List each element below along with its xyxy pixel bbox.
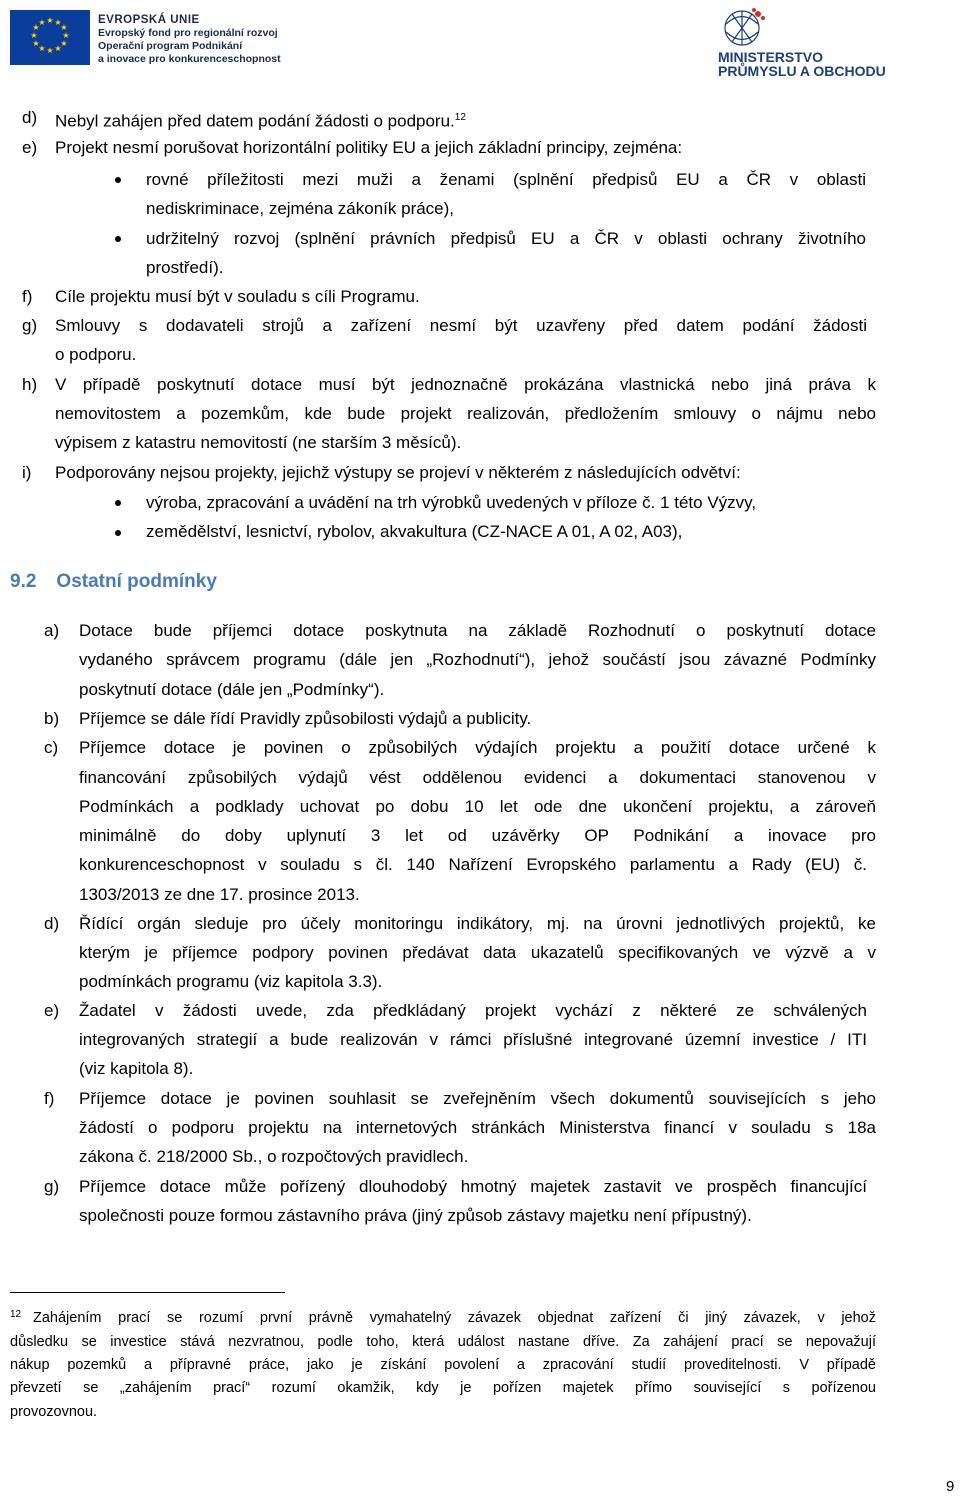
s2-c-line-5: konkurenceschopnost v souladu s čl. 140 Nařízení Evropského parlamentu a Rady (EU) č.	[79, 855, 867, 874]
item-g-line-2: o podporu.	[55, 345, 137, 364]
page-number: 9	[946, 1478, 955, 1495]
svg-text:★: ★	[46, 46, 54, 55]
s2-c-line-1: Příjemce dotace je povinen o způsobilých výdajích projektu a použití dotace určené k	[79, 738, 876, 757]
svg-text:★: ★	[38, 18, 46, 27]
svg-text:★: ★	[38, 44, 46, 53]
eu-header-text	[98, 14, 281, 66]
s2-f-label: f)	[44, 1089, 55, 1108]
bullet-icon	[115, 500, 121, 506]
eu-title: EVROPSKÁ UNIE	[98, 14, 200, 26]
s2-a-line-3: poskytnutí dotace (dále jen „Podmínky“).	[79, 680, 385, 699]
item-h-label: h)	[22, 375, 38, 394]
bullet-icon	[115, 530, 121, 536]
svg-text:★: ★	[60, 39, 68, 48]
ministry-line-2: PRŮMYSLU A OBCHODU	[718, 63, 886, 79]
item-d-label: d)	[22, 108, 38, 127]
section-title: Ostatní podmínky	[56, 571, 217, 592]
item-d-text: Nebyl zahájen před datem podání žádosti o podporu.$^{12}$	[55, 111, 466, 131]
svg-text:★: ★	[32, 23, 40, 32]
s2-a-label: a)	[44, 621, 60, 640]
s2-d-line-3: podmínkách programu (viz kapitola 3.3).	[79, 972, 383, 991]
s2-d-line-2: kterým je příjemce podpory povinen předávat data ukazatelů specifikovaných ve výzvě a v	[79, 943, 876, 962]
item-i-label: i)	[22, 463, 32, 482]
e-bullet-2-line-2: prostředí).	[146, 258, 224, 277]
s2-c-label: c)	[44, 738, 59, 757]
svg-text:★: ★	[54, 18, 62, 27]
item-e-label: e)	[22, 138, 38, 157]
svg-text:★: ★	[62, 31, 70, 40]
bullet-icon	[115, 236, 121, 242]
s2-c-line-6: 1303/2013 ze dne 17. prosince 2013.	[79, 885, 360, 904]
ministry-name	[718, 50, 886, 78]
item-i-text: Podporovány nejsou projekty, jejichž výstupy se projeví v některém z následujících odvětví:	[55, 463, 741, 482]
s2-e-line-1: Žadatel v žádosti uvede, zda předkládaný projekt vychází z některé ze schválených	[79, 1001, 867, 1020]
s2-b-label: b)	[44, 709, 60, 728]
item-h-line-3: výpisem z katastru nemovitostí (ne starším 3 měsíců).	[55, 433, 462, 452]
footnote-line-3: nákup pozemků a přípravné práce, jako je získání povolení a zpracování studií proveditelnosti. V případě	[10, 1357, 876, 1373]
item-h-line-2: nemovitostem a pozemkům, kde bude projekt realizován, předložením smlouvy o nájmu nebo	[55, 404, 876, 423]
section-heading	[10, 571, 217, 593]
s2-d-line-1: Řídící orgán sleduje pro účely monitoringu indikátory, mj. na úrovni jednotlivých projektů, ke	[79, 914, 876, 933]
s2-a-line-2: vydaného správcem programu (dále jen „Rozhodnutí“), jehož součástí jsou závazné Podmínky	[79, 650, 876, 669]
svg-text:★: ★	[60, 23, 68, 32]
footnote-number: 12	[10, 1309, 22, 1320]
s2-c-line-3: Podmínkách a podklady uchovat po dobu 10 let ode dne ukončení projektu, a zároveň	[79, 797, 876, 816]
svg-text:★: ★	[54, 44, 62, 53]
s2-a-line-1: Dotace bude příjemci dotace poskytnuta na základě Rozhodnutí o poskytnutí dotace	[79, 621, 876, 640]
footnote-divider	[10, 1292, 285, 1293]
s2-f-line-3: zákona č. 218/2000 Sb., o rozpočtových pravidlech.	[79, 1147, 469, 1166]
e-bullet-2-line-1: udržitelný rozvoj (splnění právních předpisů EU a ČR v oblasti ochrany životního	[146, 229, 866, 248]
svg-text:★: ★	[32, 39, 40, 48]
eu-programme: Operační program Podnikání	[98, 40, 243, 52]
footnote-line-2: důsledku se investice stává nezvratnou, podle toho, která událost nastane dříve. Za zahájení prací se nepovažují	[10, 1334, 876, 1350]
item-e-text: Projekt nesmí porušovat horizontální politiky EU a jejich základní principy, zejména:	[55, 138, 683, 157]
eu-flag-logo	[10, 10, 90, 65]
s2-f-line-1: Příjemce dotace je povinen souhlasit se zveřejněním všech dokumentů souvisejících s jeho	[79, 1089, 876, 1108]
eu-programme-2: a inovace pro konkurenceschopnost	[98, 53, 281, 65]
eu-fund: Evropský fond pro regionální rozvoj	[98, 27, 278, 39]
svg-text:★: ★	[30, 31, 38, 40]
s2-e-line-2: integrovaných strategií a bude realizován v rámci příslušné integrované územní investice / ITI	[79, 1030, 867, 1049]
s2-g-label: g)	[44, 1177, 60, 1196]
i-bullet-2: zemědělství, lesnictví, rybolov, akvakultura (CZ-NACE A 01, A 02, A03),	[146, 522, 683, 541]
section-number: 9.2	[10, 571, 37, 592]
ministry-line-1: MINISTERSTVO	[718, 49, 824, 65]
footnote-line-4: převzetí se „zahájením prací“ rozumí okamžik, kdy je pořízen majetek přímo související s pořízenou	[10, 1380, 876, 1396]
s2-e-label: e)	[44, 1001, 60, 1020]
s2-f-line-2: žádostí o podporu projektu na internetových stránkách Ministerstva financí v souladu s 18a	[79, 1118, 876, 1137]
svg-text:★: ★	[46, 16, 54, 25]
s2-g-line-2: společnosti pouze formou zástavního práva (jiný způsob zástavy majetku není přípustný).	[79, 1206, 752, 1225]
footnote-line-1: Zahájením prací se rozumí první právně vymahatelný závazek objednat zařízení či jiný závazek, v jehož	[33, 1310, 876, 1326]
item-g-line-1: Smlouvy s dodavateli strojů a zařízení nesmí být uzavřeny před datem podání žádosti	[55, 316, 867, 335]
s2-b-line-1: Příjemce se dále řídí Pravidly způsobilosti výdajů a publicity.	[79, 709, 532, 728]
s2-c-line-2: financování způsobilých výdajů vést oddělenou evidenci a dokumentaci stanovenou v	[79, 768, 876, 787]
footnote-ref[interactable]: 12	[454, 112, 466, 123]
s2-g-line-1: Příjemce dotace může pořízený dlouhodobý hmotný majetek zastavit ve prospěch financující	[79, 1177, 867, 1196]
i-bullet-1: výroba, zpracování a uvádění na trh výrobků uvedených v příloze č. 1 této Výzvy,	[146, 493, 757, 512]
e-bullet-1-line-2: nediskriminace, zejména zákoník práce),	[146, 199, 455, 218]
item-f-label: f)	[22, 287, 33, 306]
s2-c-line-4: minimálně do doby uplynutí 3 let od uzávěrky OP Podnikání a inovace pro	[79, 826, 876, 845]
footnote-line-5: provozovnou.	[10, 1404, 98, 1420]
bullet-icon	[115, 177, 121, 183]
item-f-text: Cíle projektu musí být v souladu s cíli Programu.	[55, 287, 420, 306]
s2-d-label: d)	[44, 914, 60, 933]
s2-e-line-3: (viz kapitola 8).	[79, 1059, 194, 1078]
item-g-label: g)	[22, 316, 38, 335]
e-bullet-1-line-1: rovné příležitosti mezi muži a ženami (splnění předpisů EU a ČR v oblasti	[146, 170, 866, 189]
item-h-line-1: V případě poskytnutí dotace musí být jednoznačně prokázána vlastnická nebo jiná práva k	[55, 375, 876, 394]
